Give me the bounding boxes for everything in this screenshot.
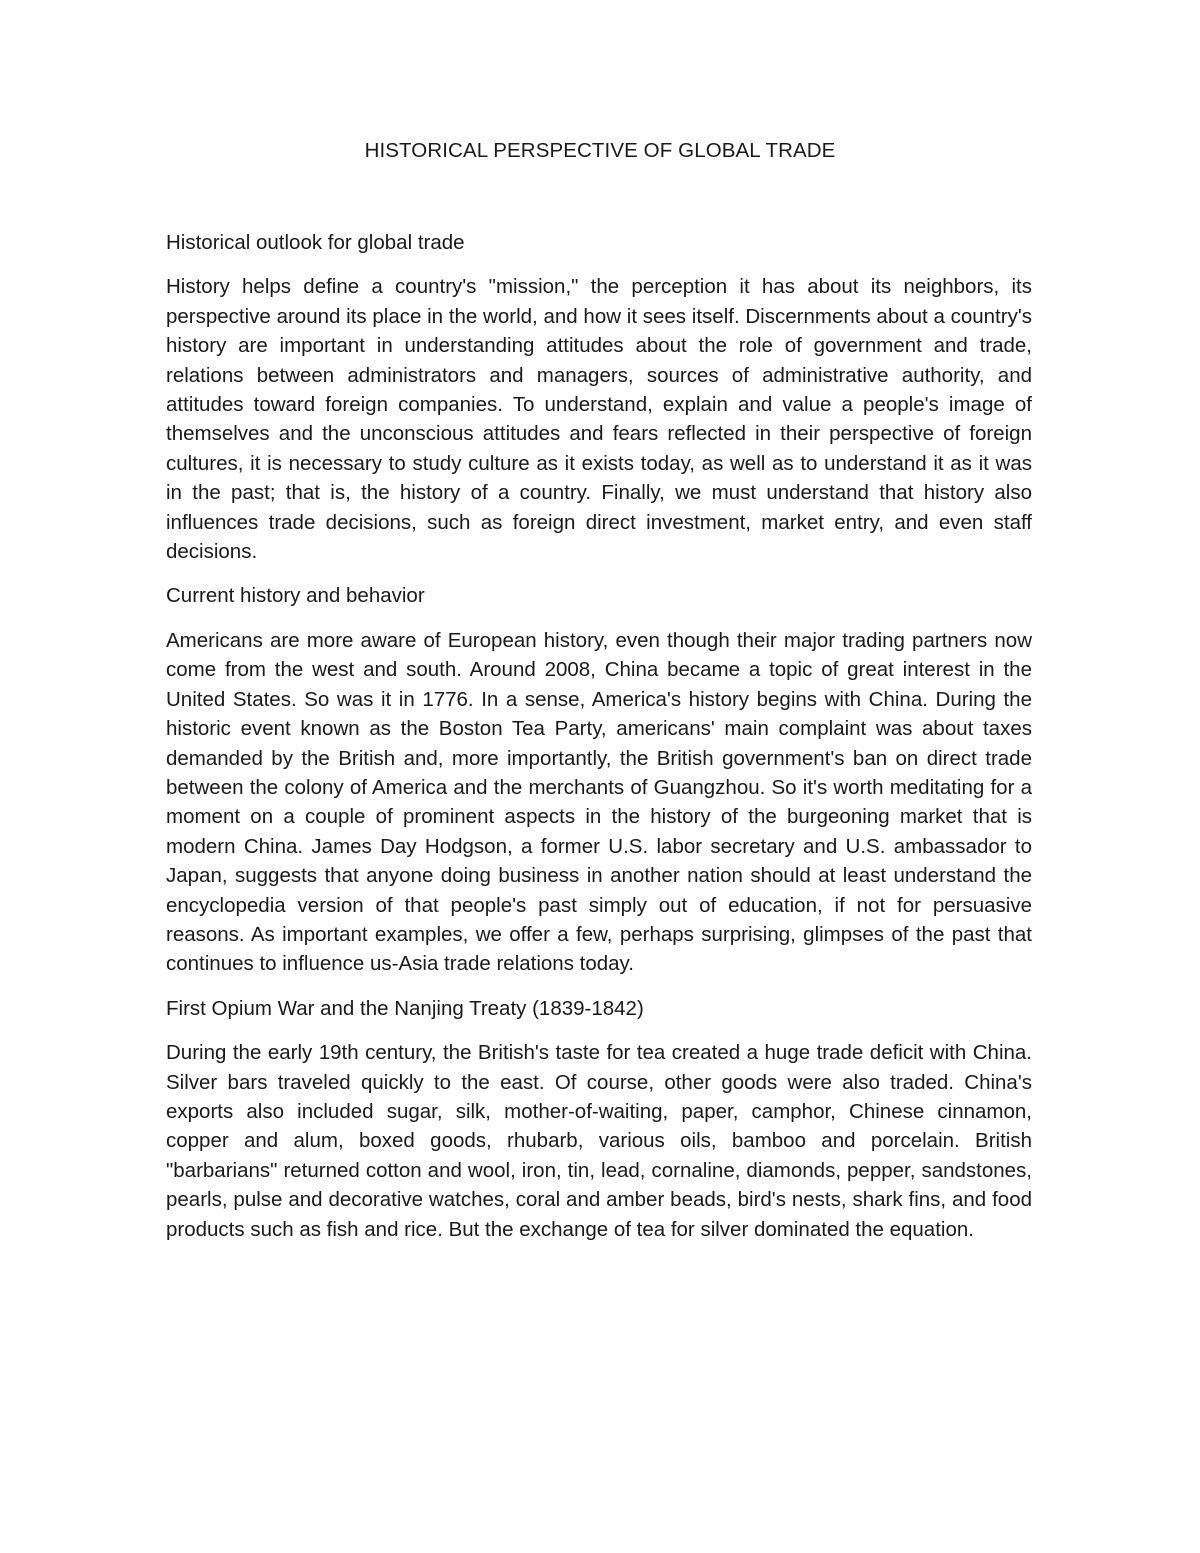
section-heading-current-history: Current history and behavior: [166, 584, 425, 608]
section-heading-first-opium-war: First Opium War and the Nanjing Treaty (1839-1842): [166, 996, 644, 1020]
section-paragraph-first-opium-war: During the early 19th century, the British's taste for tea created a huge trade deficit with China. Silver bars traveled quickly to the east. Of course, other goods were also traded. China's exports also included sugar, silk, mother-of-waiting, paper, camphor, Chinese cinnamon, copper and alum, boxed goods, rhubarb, various oils, bamboo and porcelain. British "barbarians" returned cotton and wool, iron, tin, lead, cornaline, diamonds, pepper, sandstones, pearls, pulse and decorative watches, coral and amber beads, bird's nests, shark fins, and food products such as fish and rice. But the exchange of tea for silver dominated the equation.: [166, 1041, 1032, 1241]
document-body: [166, 228, 1032, 1259]
section-paragraph-historical-outlook: History helps define a country's "mission," the perception it has about its neighbors, its perspective around its place in the world, and how it sees itself. Discernments about a country's history are important in understanding attitudes about the role of government and trade, relations between administrators and managers, sources of administrative authority, and attitudes toward foreign companies. To understand, explain and value a people's image of themselves and the unconscious attitudes and fears reflected in their perspective of foreign cultures, it is necessary to study culture as it exists today, as well as to understand it as it was in the past; that is, the history of a country. Finally, we must understand that history also influences trade decisions, such as foreign direct investment, market entry, and even staff decisions.: [166, 275, 1032, 564]
document-title: HISTORICAL PERSPECTIVE OF GLOBAL TRADE: [364, 139, 836, 162]
section-heading-historical-outlook: Historical outlook for global trade: [166, 231, 465, 254]
section-paragraph-current-history: Americans are more aware of European history, even though their major trading partners now come from the west and south. Around 2008, China became a topic of great interest in the United States. So was it in 1776. In a sense, America's history begins with China. During the historic event known as the Boston Tea Party, americans' main complaint was about taxes demanded by the British and, more importantly, the British government's ban on direct trade between the colony of America and the merchants of Guangzhou. So it's worth meditating for a moment on a couple of prominent aspects in the history of the burgeoning market that is modern China. James Day Hodgson, a former U.S. labor secretary and U.S. ambassador to Japan, suggests that anyone doing business in another nation should at least understand the encyclopedia version of that people's past simply out of education, if not for persuasive reasons. As important examples, we offer a few, perhaps surprising, glimpses of the past that continues to influence us-Asia trade relations today.: [166, 628, 1032, 976]
